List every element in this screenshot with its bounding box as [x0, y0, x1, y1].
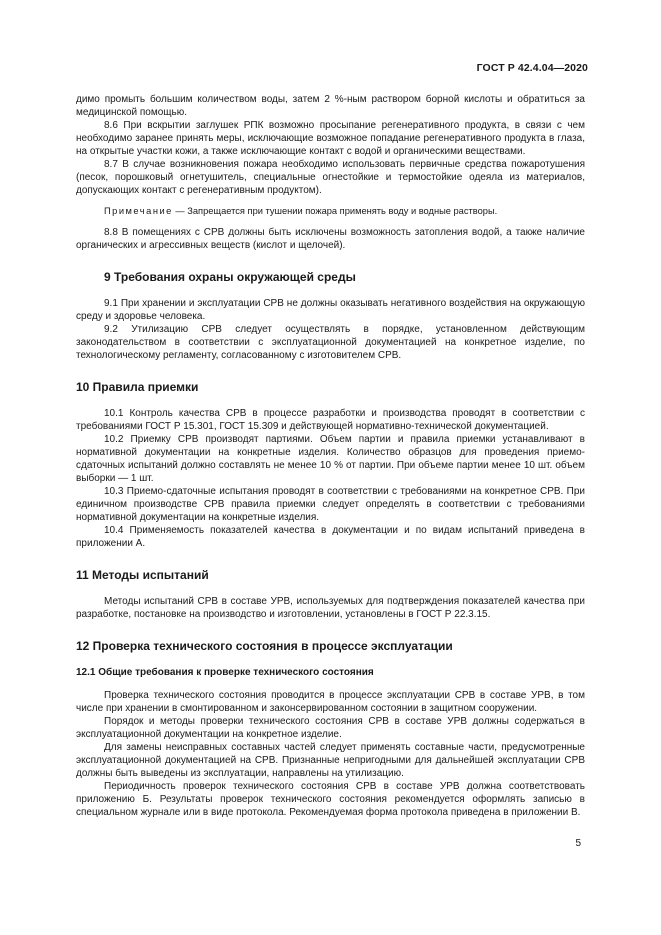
paragraph-8-5-continuation: димо промыть большим количеством воды, затем 2 %-ным раствором борной кислоты и обратиться за медицинской помощью.	[76, 94, 585, 118]
paragraph-12-1-a: Проверка технического состояния проводится в процессе эксплуатации СРВ в составе УРВ, в том числе при хранении в смонтированном и законсервированном состоянии в защитном сооружении.	[76, 690, 585, 714]
section-11-title: 11 Методы испытаний	[76, 568, 209, 582]
paragraph-12-1-b: Порядок и методы проверки технического состояния СРВ в составе УРВ должны содержаться в эксплуатационной документации на конкретное изделие.	[76, 716, 585, 740]
paragraph-8-6: 8.6 При вскрытии заглушек РПК возможно просыпание регенеративного продукта, в связи с чем необходимо заранее принять меры, исключающие возможное попадание регенеративного продукта в глаза, на открытые участки кожи, а также исключающие контакт с водой и органическими веществами.	[76, 120, 585, 157]
paragraph-9-2: 9.2 Утилизацию СРВ следует осуществлять в порядке, установленном действующим законодательством в соответствии с эксплуатационной документацией на конкретное изделие, по технологическому регламенту, согласованному с изготовителем СРВ.	[76, 324, 585, 361]
paragraph-11: Методы испытаний СРВ в составе УРВ, используемых для подтверждения показателей качества при разработке, постановке на производство и изготовлении, установлены в ГОСТ Р 22.3.15.	[76, 596, 585, 620]
section-10-title: 10 Правила приемки	[76, 380, 199, 394]
note	[76, 205, 585, 218]
paragraph-9-1: 9.1 При хранении и эксплуатации СРВ не должны оказывать негативного воздействия на окружающую среду и здоровье человека.	[76, 298, 585, 322]
page-number: 5	[575, 838, 581, 849]
paragraph-10-2: 10.2 Приемку СРВ производят партиями. Объем партии и правила приемки устанавливают в нормативной документации на конкретные изделия. Количество образцов для проведения приемо-сдаточных испытаний должно составлять не менее 10 % от партии. При объеме партии менее 10 шт. объем выборки — 1 шт.	[76, 434, 585, 484]
paragraph-8-8: 8.8 В помещениях с СРВ должны быть исключены возможность затопления водой, а также наличие органических и агрессивных веществ (кислот и щелочей).	[76, 227, 585, 251]
paragraph-10-3: 10.3 Приемо-сдаточные испытания проводят в соответствии с требованиями на конкретное СРВ. При единичном производстве СРВ правила приемки следует определять в соответствии с требованиями нормативной документации на конкретные изделия.	[76, 486, 585, 523]
note-label: Примечание	[104, 206, 173, 216]
document-body	[76, 93, 585, 819]
paragraph-12-1-d: Периодичность проверок технического состояния СРВ в составе УРВ должна соответствовать приложению Б. Результаты проверок технического состояния рекомендуется оформлять записью в специальном журнале или в виде протокола. Рекомендуемая форма протокола приведена в приложении В.	[76, 781, 585, 818]
subsection-12-1-title: 12.1 Общие требования к проверке технического состояния	[76, 667, 374, 678]
paragraph-10-4: 10.4 Применяемость показателей качества в документации и по видам испытаний приведена в приложении А.	[76, 525, 585, 549]
section-12-title: 12 Проверка технического состояния в процессе эксплуатации	[76, 639, 453, 653]
paragraph-8-7: 8.7 В случае возникновения пожара необходимо использовать первичные средства пожаротушения (песок, порошковый огнетушитель, специальные огнестойкие и термостойкие одеяла из материалов, допускающих контакт с регенеративным продуктом).	[76, 159, 585, 196]
note-text: — Запрещается при тушении пожара применять воду и водные растворы.	[172, 206, 498, 216]
document-header: ГОСТ Р 42.4.04—2020	[476, 62, 588, 74]
section-9-title: 9 Требования охраны окружающей среды	[104, 270, 356, 284]
paragraph-10-1: 10.1 Контроль качества СРВ в процессе разработки и производства проводят в соответствии с требованиями ГОСТ Р 15.301, ГОСТ 15.309 и действующей нормативно-технической документацией.	[76, 408, 585, 432]
paragraph-12-1-c: Для замены неисправных составных частей следует применять составные части, предусмотренные эксплуатационной документацией на СРВ. Признанные непригодными для дальнейшей эксплуатации СРВ должны быть выведены из эксплуатации, направлены на утилизацию.	[76, 742, 585, 779]
